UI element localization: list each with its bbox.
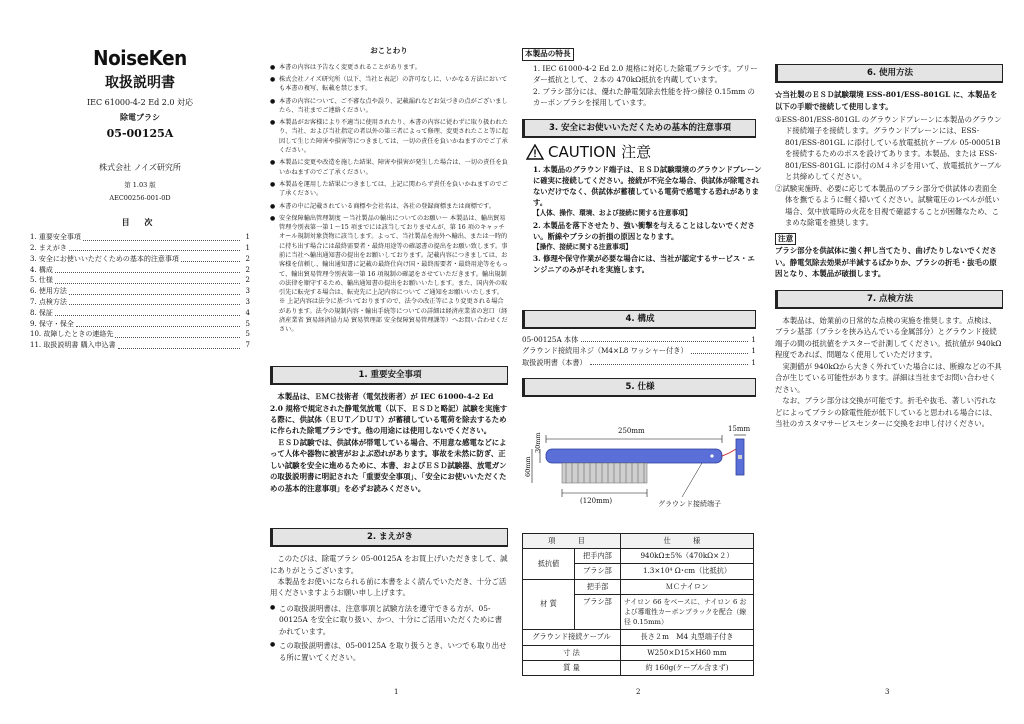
table-row: ブラシ部 1.3×10⁴ Ω･cm（比抵抗） — [523, 564, 754, 579]
table-row: ブラシ部 ナイロン 66 をベースに、ナイロン 6 および導電性カーボンブラックを配合（線径 0.15mm） — [523, 594, 754, 630]
usage-step-1: ①ESS-801/ESS-801GL のグラウンドプレーンに本製品のグラウンド接続端子を接続します。グラウンドプレーンには、ESS-801/ESS-801GL に添付している放電抵抗ケーブル 05-00051B を接続するためのボスを設けてあります。本製品、または ESS-801/ESS-801GL に添付のＭ４ネジを用いて、放電抵抗ケーブルと共締めしてください。 — [775, 115, 1002, 182]
section-4-heading: 4. 構成 — [522, 310, 756, 329]
caution-note: 【操作、接続に関する注意事項】 — [533, 242, 632, 251]
notice-item: ● 安全保障輸出管理制度 〜当社製品の輸出についてのお願い〜 本製品は、輸出貿易管理令別表第一第１〜15 項までには該当しておりませんが、第 16 項のキャッチオール規制対象貨物に該当します。よって、当社製品を海外へ輸出、または一時的に持ち出す場合には最終需要者・最終用途等の確認書の提出をお願い致します。事前に当社へ輸出通知書の提出をお願いしております。記載内容につきましては、お客様を信頼し、輸出通知書に記載の最終仕向け国・最終需要者・最終用途等をもって、輸出貿易管理令別表第一第 16 項規制の確認をさせていただきます。輸出規制の法律を順守するため、輸出通知書の提出をお願いいたします。また、国内外の取引先に転売する場合は、転売先に上記内容について ご通知をお願いいたします。※ 上記内容は法令に基づいておりますので、法令の改正等により変更される場合があります。法令の規制内容・輸出手続等についての詳細は経済産業省の窓口（経済産業省 貿易経済協力局 貿易管理部 安全保障貿易管理課等）へお問い合わせください。 — [270, 214, 508, 335]
safety-paragraph-2: ＥＳＤ試験では、供試体が帯電している場合、不用意な感電などによって人体や器物に被害がおよぶ恐れがあります。事故を未然に防ぎ、正しい試験を安全に進めるために、本書、およびＥＳＤ試験器、放電ガンの取扱説明書に明記された「重要安全事項」、「安全にお使いいただくための基本的注意事項」を必ずお読みください。 — [270, 437, 507, 493]
usage-column — [775, 0, 1003, 724]
preface-item: ● この取扱説明書は、05-00125A を取り扱うとき、いつでも取り出せる所に置いてください。 — [270, 640, 508, 663]
usage-intro: ☆当社製のＥＳＤ試験環境 ESS-801/ESS-801GL に、本製品を以下の手順で接続して使用します。 — [775, 90, 998, 111]
product-diagram — [522, 401, 756, 517]
toc-item[interactable]: 2. まえがき 1 — [30, 243, 250, 252]
toc-item[interactable]: 6. 使用方法 3 — [30, 287, 250, 296]
preface-item: ● この取扱説明書は、注意事項と試験方法を遵守できる方が、05-00125A を安全に取り扱い、かつ、十分にご活用いただくために書かれています。 — [270, 603, 508, 637]
height2-dimension: 60mm — [524, 456, 532, 478]
brush-dimension: (120mm) — [580, 497, 613, 506]
notice-list — [270, 63, 508, 335]
usage-caution-text: ブラシ部分を供試体に強く押し当てたり、曲げたりしないでください。静電気除去効果が半減するばかりか、ブラシの折毛・抜毛の原因となり、本製品が破損します。 — [775, 246, 997, 279]
section-2-heading: 2. まえがき — [270, 528, 508, 547]
caution-item: 3. 修理や保守作業が必要な場合には、当社が認定するサービス・エンジニアのみがそれを実施します。 — [533, 254, 755, 275]
features-heading: 本製品の特長 — [522, 48, 574, 61]
notice-item: ● 本書の内容は予告なく変更されることがあります。 — [270, 63, 508, 72]
toc-item[interactable]: 11. 取扱説明書 購入申込書 7 — [30, 341, 250, 350]
table-row: 材 質 把手部 ＭＣナイロン — [523, 579, 754, 594]
notice-item: ● 本製品がお客様により不適当に使用されたり、本書の内容に従わずに取り扱われたり、当社、および当社指定の者以外の第三者によって修理、変更されたこと等に起因して生じた障害や損害等につきましては、一切の責任を負いかねますのでご了承ください。 — [270, 118, 508, 155]
table-row: 抵抗値 把手内部 940kΩ±5%（470kΩ×２） — [523, 549, 754, 564]
width-dimension: 15mm — [728, 425, 751, 434]
cover-column — [30, 0, 250, 724]
safety-paragraph-1: 本製品は、ＥＭＣ技術者（電気技術者）が IEC 61000-4-2 Ed 2.0 規格で規定された静電気放電（以下、ＥＳＤと略記）試験を実施する際に、供試体（ＥＵＴ／ＤＵＴ）が蓄積している電荷を除去するために作られた除電ブラシです。他の用途には使用しないでください。 — [270, 392, 508, 436]
inspection-paragraph-3: なお、ブラシ部分は交換が可能です。折毛や抜毛、著しい汚れなどによってブラシの除電性能が低下していると思われる場合には、当社のカスタマサービスセンターに交換をお申し付けください。 — [775, 396, 997, 429]
notice-item: ● 本書の中に記載されている商標や会社名は、各社の登録商標または商標です。 — [270, 202, 508, 211]
toc-item[interactable]: 4. 構成 2 — [30, 265, 250, 274]
table-row: 寸 法 W250×D15×H60 mm — [523, 645, 754, 660]
notice-item: ● 株式会社ノイズ研究所（以下、当社と表記）の許可なしに、いかなる方法においても本書の複写、転載を禁じます。 — [270, 75, 508, 94]
toc-title: 目 次 — [121, 217, 159, 228]
company-name: 株式会社 ノイズ研究所 — [99, 162, 181, 172]
notice-column — [270, 0, 508, 724]
table-header: 仕 様 — [621, 534, 754, 549]
length-dimension: 250mm — [618, 427, 645, 436]
page-number-2: 2 — [636, 688, 641, 696]
noiseken-logo: NoiseKen — [93, 46, 187, 70]
table-of-contents — [30, 233, 250, 352]
notice-item: ● 本製品を運用した結果につきましては、上記に関わらず責任を負いかねますのでご了承ください。 — [270, 180, 508, 199]
toc-item[interactable]: 5. 仕様 2 — [30, 276, 250, 285]
caution-label: CAUTION 注意 — [548, 142, 652, 161]
section-5-heading: 5. 仕様 — [522, 378, 756, 397]
notice-item: ● 本書の内容について、ご不審な点や誤り、記載漏れなどお気づきの点がございましたら、当社までご連絡ください。 — [270, 97, 508, 116]
terminal-label: グラウンド接続端子 — [658, 500, 721, 509]
section-3-heading: 3. 安全にお使いいただくための基本的注意事項 — [522, 119, 756, 138]
notice-title: おことわり — [370, 46, 408, 55]
toc-item[interactable]: 8. 保証 4 — [30, 308, 250, 317]
toc-item[interactable]: 7. 点検方法 3 — [30, 297, 250, 306]
toc-item[interactable]: 3. 安全にお使いいただくための基本的注意事項 2 — [30, 254, 250, 263]
preface-paragraph-1: このたびは、除電ブラシ 05-00125A をお買上げいただきまして、誠にありがとうございます。 — [270, 554, 508, 575]
contents-list — [522, 334, 756, 369]
product-name: 除電ブラシ — [120, 111, 160, 122]
features-list — [522, 63, 762, 109]
spec-table — [522, 533, 754, 676]
contents-item: 05-00125A 本体 1 — [522, 334, 756, 344]
usage-step-2: ②試験実施時、必要に応じて本製品のブラシ部分で供試体の表面全体を撫でるように軽く掃いてください。試験電圧のレベルが低い場合、気中放電時の火花を目視で確認することが困難なため、こまめな除電を推奨します。 — [775, 183, 1000, 228]
preface-list — [270, 603, 508, 663]
table-header-row — [523, 534, 754, 549]
section-1-heading: 1. 重要安全事項 — [270, 366, 508, 385]
section-6-heading: 6. 使用方法 — [775, 64, 1003, 83]
caution-note: 【人体、操作、環境、および接続に関する注意事項】 — [533, 208, 692, 217]
table-row: グラウンド接続ケーブル 長さ２m M4 丸型端子付き — [523, 630, 754, 645]
page-number-1: 1 — [394, 688, 399, 696]
toc-item[interactable]: 10. 故障したときの連絡先 5 — [30, 330, 250, 339]
inspection-paragraph-2: 実測値が 940kΩから大きく外れていた場合には、断線などの不具合が生じている可能性があります。詳細は当社までお問い合わせください。 — [775, 361, 1002, 394]
model-number: 05-00125A — [106, 126, 174, 140]
toc-item[interactable]: 9. 保守・保全 5 — [30, 319, 250, 328]
usage-caution-label: 注意 — [775, 233, 796, 246]
edition: 第 1.03 版 — [124, 180, 156, 189]
section-7-heading: 7. 点検方法 — [775, 290, 1003, 309]
feature-item: 1. IEC 61000-4-2 Ed 2.0 規格に対応した除電ブラシです。ブリーダー抵抗として、２本の 470kΩ抵抗を内蔵しています。 — [533, 63, 758, 85]
inspection-paragraph-1: 本製品は、始業前の日常的な点検の実施を推奨します。点検は、ブラシ基部（ブラシを挟み込んでいる金属部分）とグラウンド接続端子の間の抵抗値をテスターで計測してください。抵抗値が 940kΩ程度であれば、問題なく使用していただけます。 — [775, 315, 1002, 360]
spec-column — [522, 0, 762, 724]
manual-title: 取扱説明書 — [105, 75, 175, 92]
contents-item: グラウンド接続用ネジ（M4×L8 ワッシャー付き） 1 — [522, 346, 756, 356]
caution-item: 1. 本製品のグラウンド端子は、ＥＳＤ試験環境のグラウンドプレーンに確実に接続してください。接続が不完全な場合、供試体が除電されないだけでなく、供試体が蓄積している電荷で感電する恐れがあります。 — [533, 165, 762, 207]
table-row: 質 量 約 160g(ケーブル含まず) — [523, 660, 754, 675]
doc-code: AEC00256-001-0D — [109, 194, 171, 203]
contents-item: 取扱説明書（本書） 1 — [522, 357, 756, 367]
caution-banner — [526, 142, 762, 163]
toc-item[interactable]: 1. 重要安全事項 1 — [30, 233, 250, 242]
standard-subtitle: IEC 61000-4-2 Ed 2.0 対応 — [86, 98, 193, 108]
page-number-3: 3 — [885, 688, 890, 696]
feature-item: 2. ブラシ部分には、優れた静電気除去性能を持つ線径 0.15mm のカーボンブラシを採用しています。 — [533, 86, 755, 108]
warning-triangle-icon — [526, 144, 544, 160]
preface-paragraph-2: 本製品をお使いになられる前に本書をよく読んでいただき、十分ご活用くださいますようお願い申し上げます。 — [270, 577, 507, 598]
notice-item: ● 本製品に変更や改造を施した結果、障害や損害が発生した場合は、一切の責任を負いかねますのでご了承ください。 — [270, 158, 508, 177]
caution-list — [522, 165, 762, 276]
table-header: 項 目 — [523, 534, 621, 549]
caution-item: 2. 本製品を落下させたり、強い衝撃を与えることはしないでください。断線やブラシの折損の原因となります。 — [533, 220, 755, 241]
height1-dimension: 30mm — [534, 432, 542, 454]
